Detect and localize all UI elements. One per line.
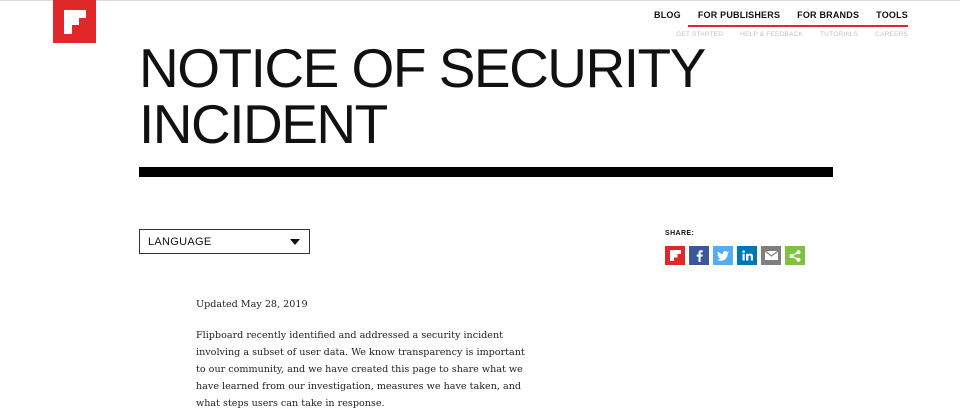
share-icon [789, 250, 801, 262]
nav-blog[interactable]: BLOG [654, 10, 681, 20]
nav-tools[interactable]: TOOLS [876, 10, 908, 20]
title-divider [139, 167, 833, 177]
share-twitter-button[interactable] [713, 246, 733, 265]
logo-shape-bottom [64, 25, 72, 34]
flipboard-icon [670, 250, 681, 261]
share-linkedin-button[interactable] [737, 246, 757, 265]
language-dropdown-label: LANGUAGE [148, 235, 212, 248]
nav-tutorials[interactable]: TUTORIALS [820, 31, 859, 38]
share-email-button[interactable] [761, 246, 781, 265]
logo-shape-top [64, 10, 86, 18]
top-border [0, 0, 960, 1]
share-buttons [665, 246, 805, 265]
share-flipboard-button[interactable] [665, 246, 685, 265]
share-more-button[interactable] [785, 246, 805, 265]
nav-get-started[interactable]: GET STARTED [676, 31, 724, 38]
language-dropdown[interactable] [139, 229, 310, 254]
share-facebook-button[interactable] [689, 246, 709, 265]
updated-date: Updated May 28, 2019 [196, 299, 308, 310]
email-icon [765, 251, 778, 260]
flipboard-logo[interactable] [53, 0, 96, 43]
twitter-icon [717, 251, 729, 261]
nav-careers[interactable]: CAREERS [875, 31, 908, 38]
linkedin-icon [742, 250, 753, 261]
intro-paragraph: Flipboard recently identified and addressed a security incident involving a subset of user data. We know transparency is important to our community, and we have created this page to share what we have learned from our investigation, measures we have taken, and what steps users can take in response. [196, 330, 525, 409]
facebook-icon [696, 250, 703, 262]
chevron-down-icon [290, 239, 300, 245]
page-title: NOTICE OF SECURITY INCIDENT [139, 37, 704, 155]
nav-underline [688, 25, 908, 27]
share-label: SHARE: [665, 230, 695, 237]
logo-shape-middle [64, 18, 79, 25]
nav-for-brands[interactable]: FOR BRANDS [797, 10, 860, 20]
nav-help-feedback[interactable]: HELP & FEEDBACK [740, 31, 803, 38]
nav-for-publishers[interactable]: FOR PUBLISHERS [697, 10, 781, 20]
article-content [196, 298, 526, 412]
